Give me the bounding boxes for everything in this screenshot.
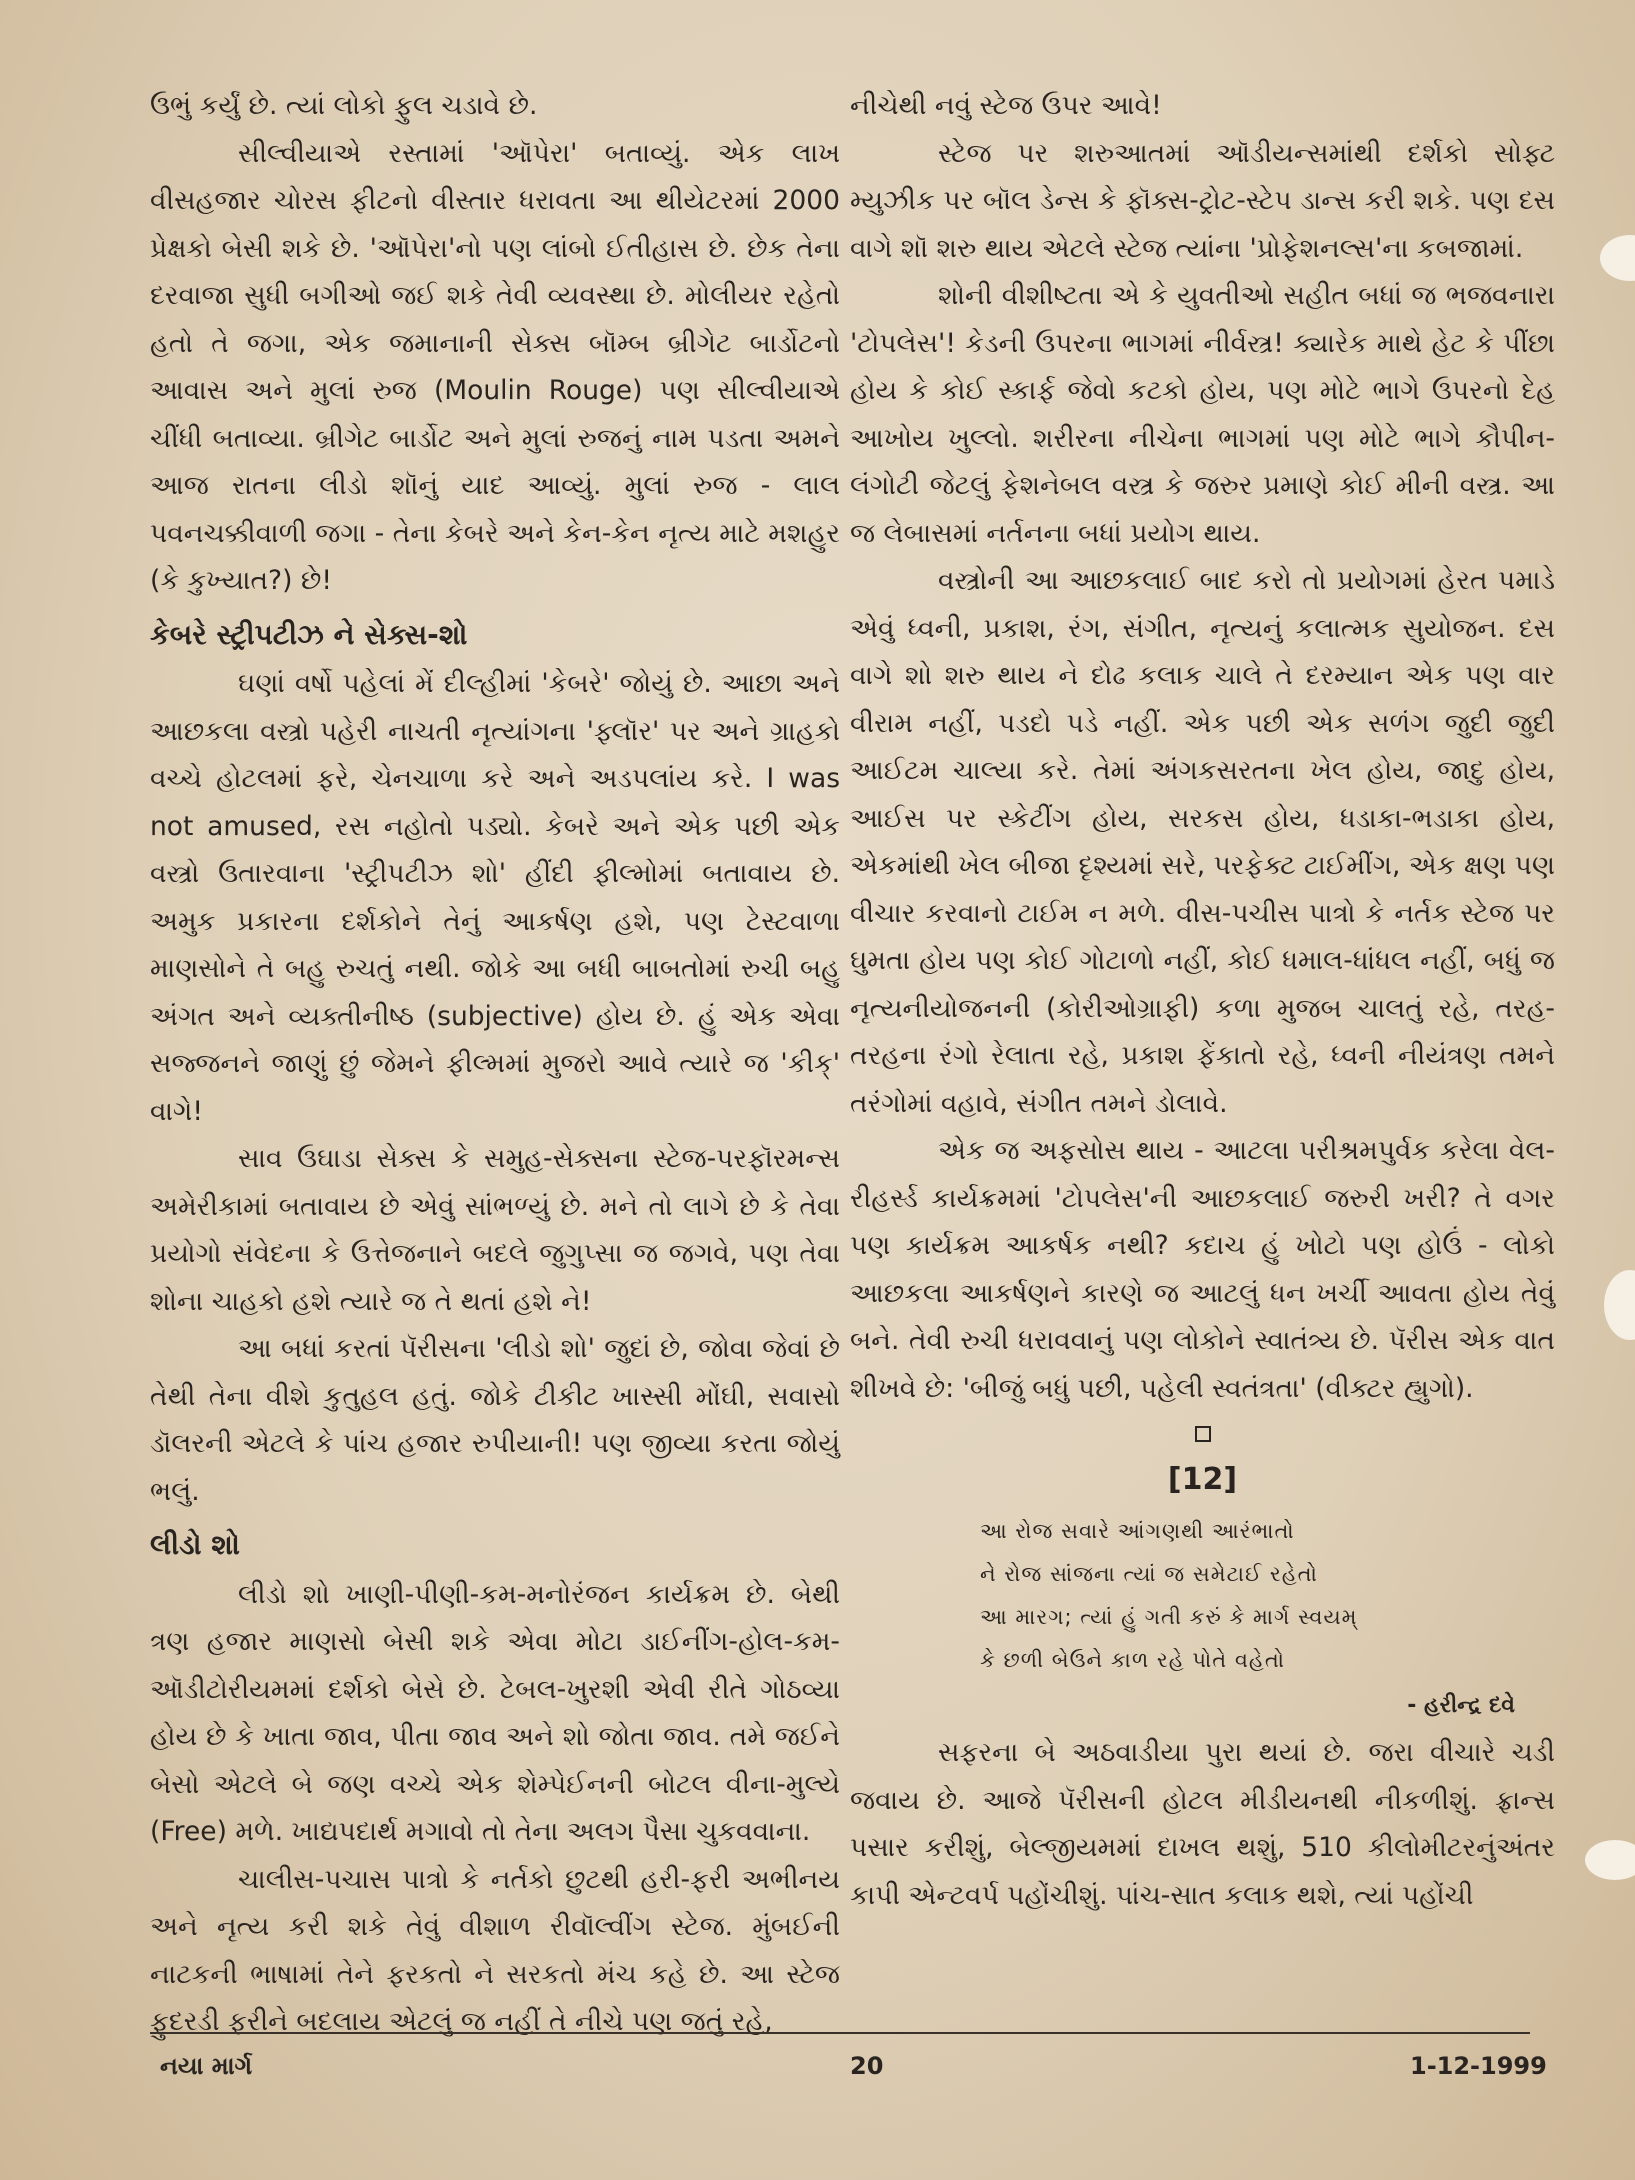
paragraph: સાવ ઉઘાડા સેક્સ કે સમુહ-સેક્સના સ્ટેજ-પરફૉરમન્સ અમેરીકામાં બતાવાય છે એવું સાંભળ્યું છે. મને તો લાગે છે કે તેવા પ્રયોગો સંવેદના કે ઉત્તેજનાને બદલે જુગુપ્સા જ જગવે, પણ તેવા શોના ચાહકો હશે ત્યારે જ તે થતાં હશે ને!: [150, 1143, 840, 1317]
right-column: [850, 82, 1555, 1919]
section-heading: કેબરે સ્ટ્રીપટીઝ ને સેક્સ-શો: [150, 617, 468, 651]
paragraph: નીચેથી નવું સ્ટેજ ઉપર આવે!: [850, 90, 1162, 121]
paragraph: વસ્ત્રોની આ આછકલાઈ બાદ કરો તો પ્રયોગમાં હેરત પમાડે એવું ધ્વની, પ્રકાશ, રંગ, સંગીત, નૃત્યનું કલાત્મક સુયોજન. દસ વાગે શો શરુ થાય ને દોઢ કલાક ચાલે તે દરમ્યાન એક પણ વાર વીરામ નહીં, પડદો પડે નહીં. એક પછી એક સળંગ જુદી જુદી આઈટમ ચાલ્યા કરે. તેમાં અંગકસરતના ખેલ હોય, જાદુ હોય, આઈસ પર સ્કેટીંગ હોય, સરકસ હોય, ધડાકા-ભડાકા હોય, એકમાંથી ખેલ બીજા દૃશ્યમાં સરે, પરફેક્ટ ટાઈમીંગ, એક ક્ષણ પણ વીચાર કરવાનો ટાઈમ ન મળે. વીસ-પચીસ પાત્રો કે નર્તક સ્ટેજ પર ઘુમતા હોય પણ કોઈ ગોટાળો નહીં, કોઈ ધમાલ-ધાંધલ નહીં, બધું જ નૃત્યનીયોજનની (કોરીઓગ્રાફી) કળા મુજબ ચાલતું રહે, તરહ-તરહના રંગો રેલાતા રહે, પ્રકાશ ફેંકાતો રહે, ધ્વની નીયંત્રણ તમને તરંગોમાં વહાવે, સંગીત તમને ડોલાવે.: [850, 565, 1555, 1119]
poem-line: કે છળી બેઉને કાળ રહે પોતે વહેતો: [980, 1647, 1286, 1672]
section-end-mark: [1195, 1426, 1211, 1442]
magazine-name: નયા માર્ગ: [160, 2052, 253, 2080]
footer-divider: [150, 2032, 1530, 2034]
paragraph: ચાલીસ-પચાસ પાત્રો કે નર્તકો છુટથી હરી-ફરી અભીનય અને નૃત્ય કરી શકે તેવું વીશાળ રીવૉલ્વીંગ સ્ટેજ. મુંબઈની નાટકની ભાષામાં તેને ફરકતો ને સરકતો મંચ કહે છે. આ સ્ટેજ ફુદરડી ફરીને બદલાય એટલું જ નહીં તે નીચે પણ જતું રહે,: [150, 1863, 840, 2037]
paragraph: આ બધાં કરતાં પૅરીસના 'લીડો શો' જુદાં છે, જોવા જેવાં છે તેથી તેના વીશે કુતુહલ હતું. જોકે ટીકીટ ખાસ્સી મોંઘી, સવાસો ડૉલરની એટલે કે પાંચ હજાર રુપીયાની! પણ જીવ્યા કરતા જોયું ભલું.: [150, 1333, 840, 1507]
paragraph: ઉભું કર્યું છે. ત્યાં લોકો ફુલ ચડાવે છે.: [150, 90, 538, 121]
paragraph: લીડો શો ખાણી-પીણી-કમ-મનોરંજન કાર્યક્રમ છે. બેથી ત્રણ હજાર માણસો બેસી શકે એવા મોટા ડાઈનીંગ-હોલ-કમ-ઑડીટોરીયમમાં દર્શકો બેસે છે. ટેબલ-ખુરશી એવી રીતે ગોઠવ્યા હોય છે કે ખાતા જાવ, પીતા જાવ અને શો જોતા જાવ. તમે જઈને બેસો એટલે બે જણ વચ્ચે એક શેમ્પેઈનની બોટલ વીના-મુલ્યે (Free) મળે. ખાદ્યપદાર્થ મગાવો તો તેના અલગ પૈસા ચુકવવાના.: [150, 1578, 840, 1847]
poem-line: ને રોજ સાંજના ત્યાં જ સમેટાઈ રહેતો: [980, 1561, 1318, 1586]
paragraph: શોની વીશીષ્ટતા એ કે યુવતીઓ સહીત બધાં જ ભજવનારા 'ટોપલેસ'! કેડની ઉપરના ભાગમાં નીર્વસ્ત્ર! ક્યારેક માથે હેટ કે પીંછા હોય કે કોઈ સ્કાર્ફ જેવો કટકો હોય, પણ મોટે ભાગે ઉપરનો દેહ આખોય ખુલ્લો. શરીરના નીચેના ભાગમાં પણ મોટે ભાગે કૌપીન-લંગોટી જેટલું ફેશનેબલ વસ્ત્ર કે જરુર પ્રમાણે કોઈ મીની વસ્ત્ર. આ જ લેબાસમાં નર્તનના બધાં પ્રયોગ થાય.: [850, 280, 1555, 549]
page-number: 20: [850, 2052, 884, 2080]
poet-credit: - હરીન્દ્ર દવે: [1407, 1692, 1515, 1718]
paragraph: ઘણાં વર્ષો પહેલાં મેં દીલ્હીમાં 'કેબરે' જોયું છે. આછા અને આછકલા વસ્ત્રો પહેરી નાચતી નૃત્યાંગના 'ફ્લૉર' પર અને ગ્રાહકો વચ્ચે હોટલમાં ફરે, ચેનચાળા કરે અને અડપલાંય કરે. I was not amused, રસ નહોતો પડ્યો. કેબરે અને એક પછી એક વસ્ત્રો ઉતારવાના 'સ્ટ્રીપટીઝ શો' હીંદી ફીલ્મોમાં બતાવાય છે. અમુક પ્રકારના દર્શકોને તેનું આકર્ષણ હશે, પણ ટેસ્ટવાળા માણસોને તે બહુ રુચતું નથી. જોકે આ બધી બાબતોમાં રુચી બહુ અંગત અને વ્યક્તીનીષ્ઠ (subjective) હોય છે. હું એક એવા સજ્જનને જાણું છું જેમને ફીલ્મમાં મુજરો આવે ત્યારે જ 'કીક્' વાગે!: [150, 668, 840, 1127]
poem-line: આ રોજ સવારે આંગણથી આરંભાતો: [980, 1518, 1295, 1543]
section-heading: લીડો શો: [150, 1528, 240, 1561]
left-column: [150, 82, 840, 2046]
poem-line: આ મારગ; ત્યાં હું ગતી કરું કે માર્ગ સ્વયમ્: [980, 1604, 1358, 1629]
issue-date: 1-12-1999: [1410, 2052, 1547, 2080]
poem: [980, 1510, 1555, 1682]
paragraph: એક જ અફસોસ થાય - આટલા પરીશ્રમપુર્વક કરેલા વેલ-રીહર્સ્ડ કાર્યક્રમમાં 'ટોપલેસ'ની આછકલાઈ જરુરી ખરી? તે વગર પણ કાર્યક્રમ આકર્ષક નથી? કદાચ હું ખોટો પણ હોઉં - લોકો આછકલા આકર્ષણને કારણે જ આટલું ધન ખર્ચી આવતા હોય તેવું બને. તેવી રુચી ધરાવવાનું પણ લોકોને સ્વાતંત્ર્ય છે. પૅરીસ એક વાત શીખવે છે: 'બીજું બધું પછી, પહેલી સ્વતંત્રતા' (વીક્ટર હ્યુગો).: [850, 1135, 1555, 1404]
paragraph: સફરના બે અઠવાડીયા પુરા થયાં છે. જરા વીચારે ચડી જવાય છે. આજે પૅરીસની હોટલ મીડીયનથી નીકળીશું. ફ્રાન્સ પસાર કરીશું, બેલ્જીયમમાં દાખલ થશું, 510 કીલોમીટરનુંઅંતર કાપી એન્ટવર્પ પહોંચીશું. પાંચ-સાત કલાક થશે, ત્યાં પહોંચી: [850, 1737, 1555, 1911]
paragraph: સ્ટેજ પર શરુઆતમાં ઑડીયન્સમાંથી દર્શકો સોફ્ટ મ્યુઝીક પર બૉલ ડેન્સ કે ફૉક્સ-ટ્રોટ-સ્ટેપ ડાન્સ કરી શકે. પણ દસ વાગે શૉ શરુ થાય એટલે સ્ટેજ ત્યાંના 'પ્રોફેશનલ્સ'ના કબજામાં.: [850, 137, 1555, 264]
chapter-number: [12]: [1167, 1462, 1238, 1497]
paragraph: સીલ્વીયાએ રસ્તામાં 'ઑપેરા' બતાવ્યું. એક લાખ વીસહજાર ચોરસ ફીટનો વીસ્તાર ધરાવતા આ થીયેટરમાં 2000 પ્રેક્ષકો બેસી શકે છે. 'ઑપેરા'નો પણ લાંબો ઈતીહાસ છે. છેક તેના દરવાજા સુધી બગીઓ જઈ શકે તેવી વ્યવસ્થા છે. મોલીયર રહેતો હતો તે જગા, એક જમાનાની સેક્સ બૉમ્બ બ્રીગેટ બાર્ડોટનો આવાસ અને મુલાં રુજ (Moulin Rouge) પણ સીલ્વીયાએ ચીંધી બતાવ્યા. બ્રીગેટ બાર્ડોટ અને મુલાં રુજનું નામ પડતા અમને આજ રાતના લીડો શૉનું યાદ આવ્યું. મુલાં રુજ - લાલ પવનચક્કીવાળી જગા - તેના કેબરે અને કેન-કેન નૃત્ય માટે મશહુર (કે કુખ્યાત?) છે!: [150, 137, 840, 596]
